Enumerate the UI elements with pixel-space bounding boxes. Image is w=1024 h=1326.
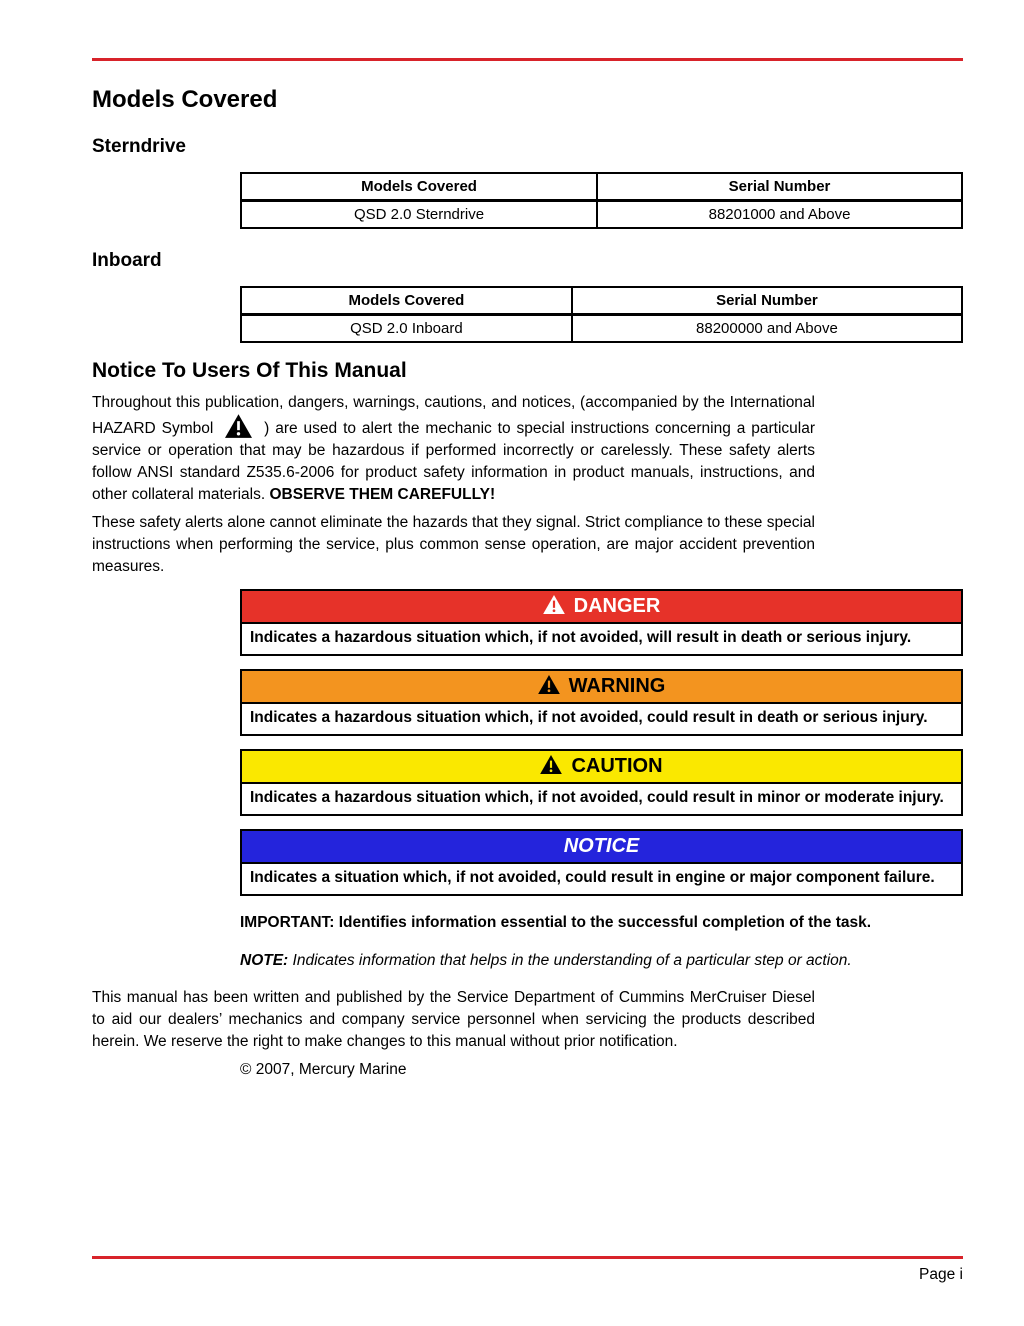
warning-alert-box <box>240 669 963 736</box>
hazard-symbol-icon <box>225 414 252 438</box>
important-label: IMPORTANT: <box>240 914 335 931</box>
note-line <box>240 950 963 972</box>
important-text: Identifies information essential to the successful completion of the task. <box>338 914 872 931</box>
table-header-row <box>241 173 962 201</box>
table-header-cell: Serial Number <box>597 173 962 201</box>
caution-label: CAUTION <box>571 755 663 777</box>
important-note <box>240 912 963 934</box>
caution-body: Indicates a hazardous situation which, if not avoided, could result in minor or moderate injury. <box>242 782 961 814</box>
bottom-rule <box>92 1256 963 1259</box>
copyright-line: © 2007, Mercury Marine <box>240 1061 407 1078</box>
section-heading-notice-to-users: Notice To Users Of This Manual <box>92 359 407 382</box>
paragraph-text: ) are used to alert the mechanic to special instructions concerning a particular service or operation that may be hazardous if performed incorrectly or carelessly. These safety alerts follow ANSI standard Z535.6-2006 for product safety information in product manuals, instructions, and other collateral materials. <box>92 420 816 503</box>
danger-body: Indicates a hazardous situation which, if not avoided, will result in death or serious injury. <box>242 622 961 654</box>
table-row <box>241 201 962 229</box>
caution-alert-box <box>240 749 963 816</box>
section-heading-sterndrive: Sterndrive <box>92 136 186 157</box>
warning-body: Indicates a hazardous situation which, if not avoided, could result in death or serious injury. <box>242 702 961 734</box>
notice-alert-box <box>240 829 963 896</box>
table-cell: 88201000 and Above <box>708 206 851 223</box>
table-header-cell: Serial Number <box>572 287 962 315</box>
table-cell: 88200000 and Above <box>696 320 838 337</box>
page-number: Page i <box>919 1266 963 1283</box>
top-rule <box>92 58 963 61</box>
paragraph-text: Throughout this publication, dangers, warnings, cautions, and notices, (accompanied by the International HAZARD Symbol <box>92 394 815 437</box>
notice-header <box>242 831 961 862</box>
caution-header <box>242 751 961 782</box>
table-row <box>241 315 962 343</box>
closing-paragraph: This manual has been written and published by the Service Department of Cummins MerCruiser Diesel to aid our dealers’ mechanics and company service personnel when servicing the products described herein. We reserve the right to make changes to this manual without prior notification. <box>92 989 815 1050</box>
danger-triangle-icon <box>543 595 565 614</box>
paragraph-emphasis: OBSERVE THEM CAREFULLY! <box>269 486 496 503</box>
paragraph-hazard-symbol <box>92 392 815 506</box>
models-table-sterndrive <box>240 172 963 229</box>
table-cell: QSD 2.0 Inboard <box>241 315 572 343</box>
page-title: Models Covered <box>92 86 278 113</box>
paragraph-compliance: These safety alerts alone cannot eliminate the hazards that they signal. Strict compliance to these special instructions when performing the service, plus common sense operation, are major accident prevention measures. <box>92 514 815 575</box>
table-header-cell: Models Covered <box>241 173 597 201</box>
danger-label: DANGER <box>573 595 661 617</box>
note-text: Indicates information that helps in the understanding of a particular step or action. <box>292 951 852 969</box>
table-header-cell: Models Covered <box>241 287 572 315</box>
warning-triangle-icon <box>538 675 560 694</box>
caution-triangle-icon <box>540 755 562 774</box>
models-table-inboard <box>240 286 963 343</box>
notice-label: NOTICE <box>563 835 640 857</box>
note-label: NOTE: <box>240 951 289 969</box>
section-heading-inboard: Inboard <box>92 250 162 271</box>
notice-body: Indicates a situation which, if not avoided, could result in engine or major component failure. <box>242 862 961 894</box>
danger-header <box>242 591 961 622</box>
warning-header <box>242 671 961 702</box>
table-header-row <box>241 287 962 315</box>
warning-label: WARNING <box>568 675 666 697</box>
danger-alert-box <box>240 589 963 656</box>
table-cell: QSD 2.0 Sterndrive <box>241 201 597 229</box>
